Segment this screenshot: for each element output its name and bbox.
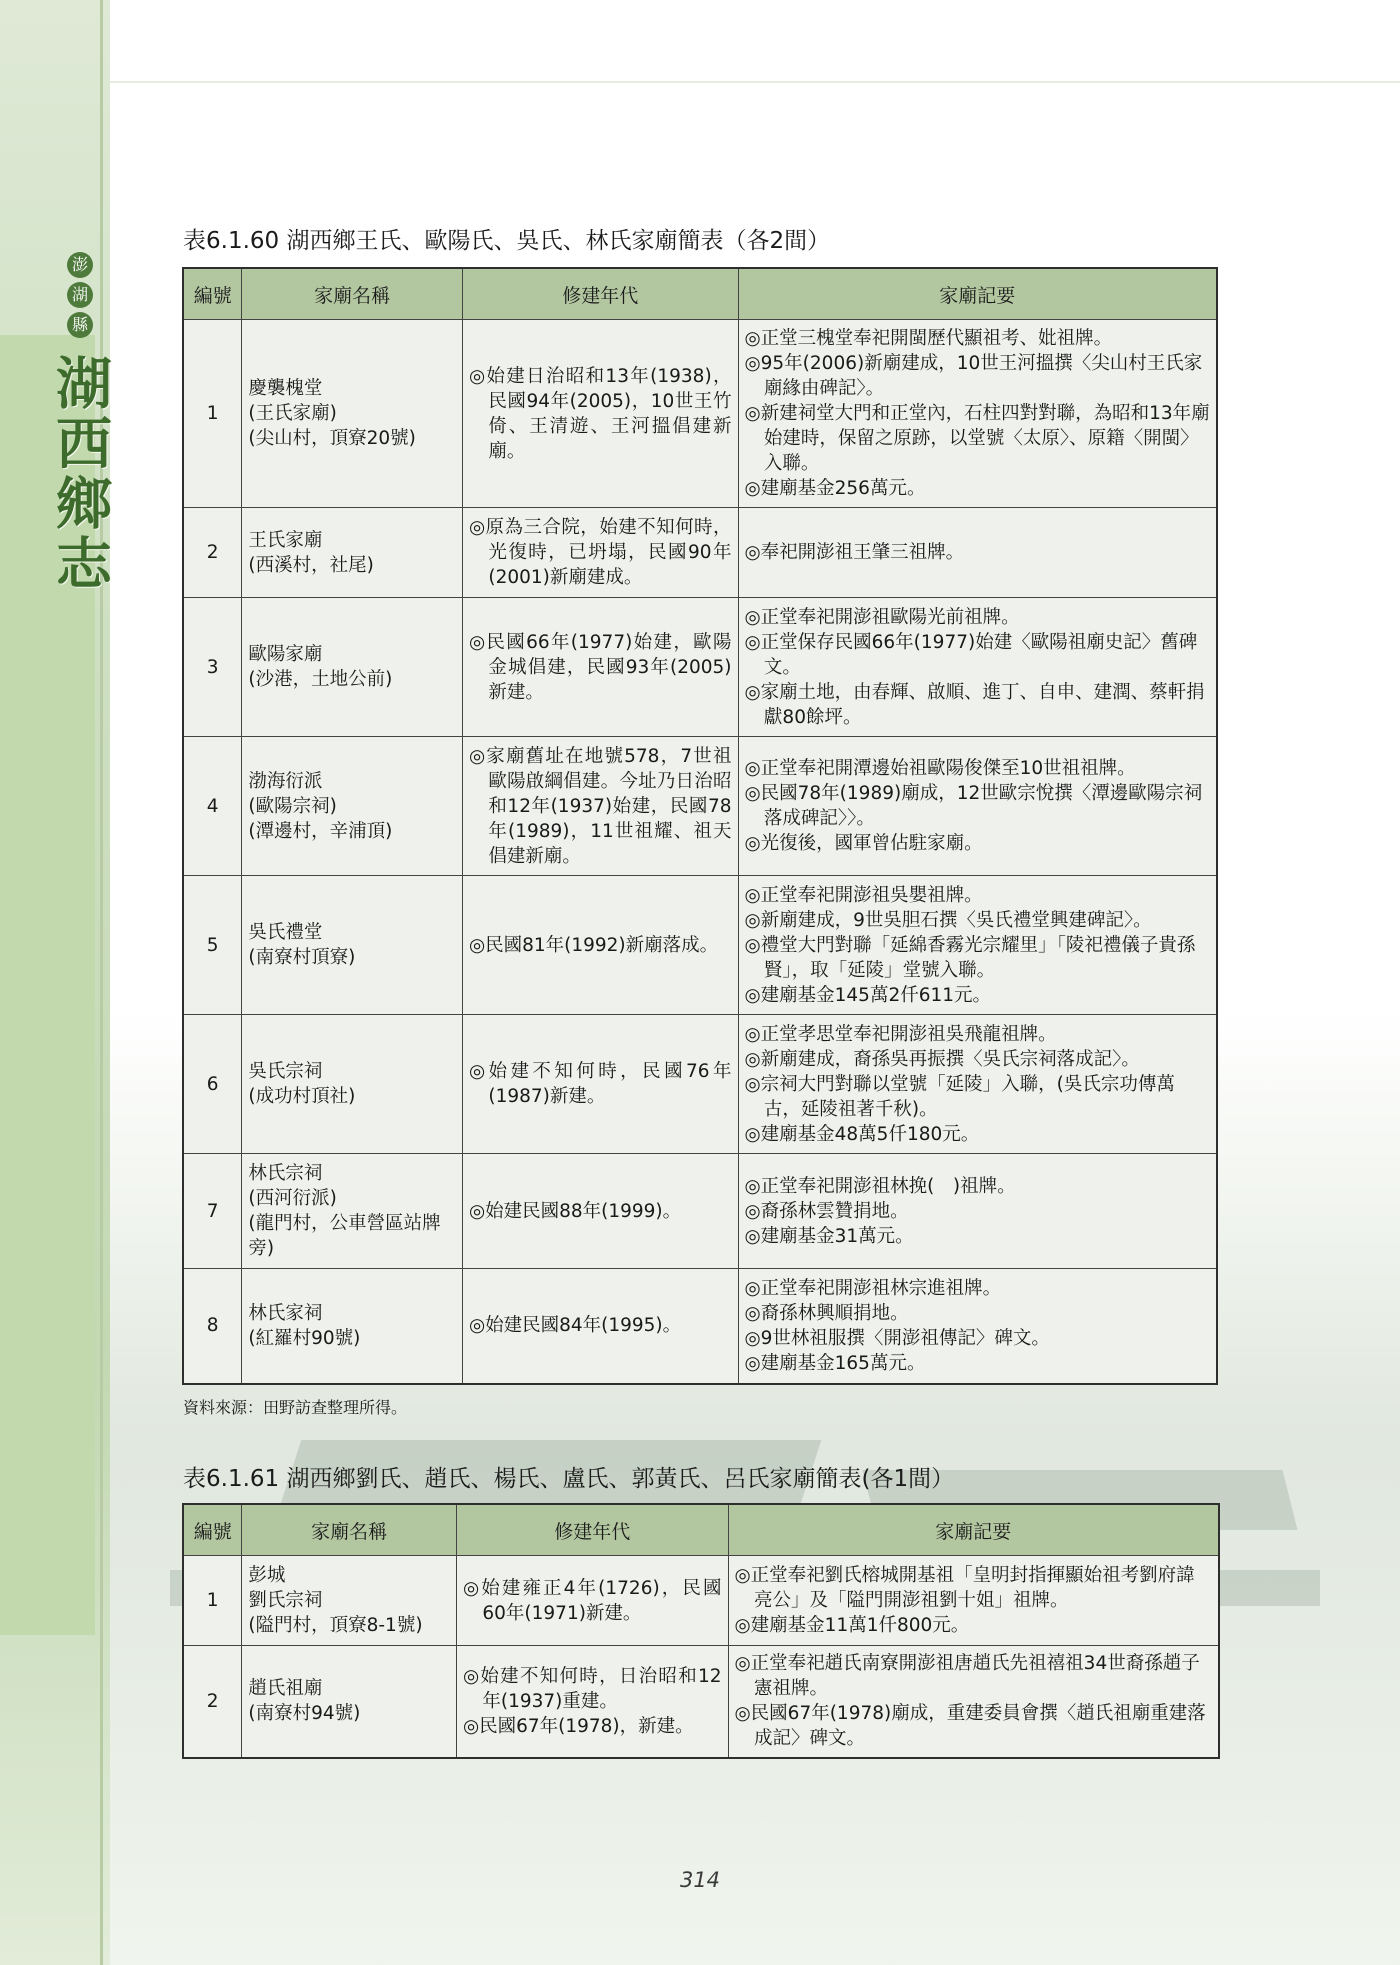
row-number: 4 <box>183 737 242 876</box>
build-era-line: ◎始建不知何時，日治昭和12年(1937)重建。 <box>462 1665 722 1712</box>
temple-notes-line: ◎民國78年(1989)廟成，12世歐宗悅撰〈潭邊歐陽宗祠落成碑記〉〉。 <box>744 783 1203 829</box>
temple-name-line: (西溪村，社尾) <box>248 554 374 576</box>
temple-name-cell <box>242 1154 463 1269</box>
temple-notes-line: ◎裔孫林興順捐地。 <box>744 1302 909 1324</box>
temple-notes-cell <box>738 876 1217 1015</box>
table-row <box>183 320 1217 508</box>
build-era-cell <box>462 598 738 737</box>
row-number: 2 <box>183 508 242 598</box>
build-era-cell <box>462 320 738 508</box>
temple-notes-line: ◎光復後，國軍曾佔駐家廟。 <box>744 833 983 854</box>
table-row <box>183 876 1217 1015</box>
header-build-era: 修建年代 <box>462 268 738 320</box>
temple-name-cell <box>242 320 463 508</box>
county-char: 縣 <box>67 312 93 338</box>
temple-notes-line: ◎建廟基金11萬1仟800元。 <box>734 1615 970 1636</box>
temple-name-line: (沙港，土地公前) <box>248 669 393 690</box>
temple-notes-line: ◎建廟基金165萬元。 <box>744 1352 926 1374</box>
temple-name-line: 渤海衍派 <box>248 770 323 792</box>
temple-name-line: (潭邊村，辛浦頂) <box>248 820 393 842</box>
temple-name-line: 歐陽家廟 <box>248 644 323 665</box>
temple-name-cell <box>242 1269 463 1384</box>
build-era-line: ◎始建日治昭和13年(1938)，民國94年(2005)，10世王竹倚、王清遊、王河搵倡建新廟。 <box>468 365 732 462</box>
temple-name-cell <box>242 508 463 598</box>
header-notes: 家廟記要 <box>738 268 1217 320</box>
temple-name-line: (南寮村94號) <box>248 1703 361 1725</box>
row-number: 7 <box>183 1154 242 1269</box>
temple-notes-line: ◎裔孫林雲贊捐地。 <box>744 1200 909 1222</box>
temple-notes-line: ◎家廟土地，由春輝、啟順、進丁、自申、建潤、蔡軒捐獻80餘坪。 <box>744 681 1205 728</box>
temple-name-line: 彭城 <box>248 1565 286 1586</box>
temple-name-cell <box>242 1556 457 1646</box>
build-era-cell <box>456 1556 728 1646</box>
temple-notes-line: ◎宗祠大門對聯以堂號「延陵」入聯，(吳氏宗功傳萬古，延陵祖著千秋)。 <box>744 1073 1175 1120</box>
table-row <box>183 508 1217 598</box>
temple-name-cell <box>242 876 463 1015</box>
build-era-line: ◎始建雍正4年(1726)，民國60年(1971)新建。 <box>462 1577 722 1624</box>
header-number: 編號 <box>183 1504 242 1556</box>
temple-notes-line: ◎正堂奉祀開澎祖歐陽光前祖牌。 <box>744 606 1020 628</box>
row-number: 2 <box>183 1646 242 1758</box>
header-number: 編號 <box>183 268 242 320</box>
temple-notes-line: ◎新廟建成，9世吳胆石撰〈吳氏禮堂興建碑記〉。 <box>744 909 1152 931</box>
temple-notes-line: ◎新建祠堂大門和正堂內，石柱四對對聯，為昭和13年廟始建時，保留之原跡，以堂號〈太原〉、原籍〈開閩〉入聯。 <box>744 403 1210 474</box>
build-era-line: ◎民國66年(1977)始建，歐陽金城倡建，民國93年(2005)新建。 <box>468 631 732 703</box>
temple-notes-cell <box>738 1015 1217 1154</box>
temple-name-line: (隘門村，頂寮8-1號) <box>248 1615 423 1636</box>
row-number: 1 <box>183 320 242 508</box>
temple-notes-line: ◎建廟基金145萬2仟611元。 <box>744 984 992 1006</box>
temple-notes-line: ◎正堂奉祀開潭邊始祖歐陽俊傑至10世祖祖牌。 <box>744 758 1136 779</box>
temple-name-line: 慶襲槐堂 <box>248 378 323 399</box>
temple-name-line: 趙氏祖廟 <box>248 1678 323 1700</box>
temple-notes-cell <box>738 1154 1217 1269</box>
temple-name-line: 林氏家祠 <box>248 1302 323 1324</box>
temple-notes-line: ◎正堂三槐堂奉祀開閩歷代顯祖考、妣祖牌。 <box>744 328 1113 349</box>
header-notes: 家廟記要 <box>728 1504 1219 1556</box>
temple-name-line: 王氏家廟 <box>248 529 323 551</box>
temple-notes-line: ◎正堂奉祀開澎祖林宗進祖牌。 <box>744 1277 1002 1299</box>
temple-name-line: 吳氏宗祠 <box>248 1061 323 1082</box>
temple-notes-cell <box>738 508 1217 598</box>
table-row <box>183 1646 1219 1758</box>
temple-name-line: 林氏宗祠 <box>248 1163 323 1184</box>
temple-name-line: 劉氏宗祠 <box>248 1590 323 1611</box>
temple-notes-line: ◎建廟基金48萬5仟180元。 <box>744 1123 980 1145</box>
temple-name-line: (成功村頂社) <box>248 1086 356 1107</box>
build-era-cell <box>462 1269 738 1384</box>
temple-name-cell <box>242 598 463 737</box>
row-number: 6 <box>183 1015 242 1154</box>
temple-notes-line: ◎9世林祖服撰〈開澎祖傳記〉碑文。 <box>744 1327 1050 1349</box>
temple-notes-line: ◎正堂奉祀開澎祖林挽( )祖牌。 <box>744 1175 1016 1197</box>
temple-notes-line: ◎民國67年(1978)廟成，重建委員會撰〈趙氏祖廟重建落成記〉碑文。 <box>734 1703 1206 1750</box>
build-era-line: ◎家廟舊址在地號578，7世祖歐陽啟綱倡建。今址乃日治昭和12年(1937)始建，民國78年(1989)，11世祖耀、祖天倡建新廟。 <box>468 745 732 867</box>
temple-name-cell <box>242 737 463 876</box>
build-era-cell <box>462 1015 738 1154</box>
temple-notes-line: ◎正堂奉祀開澎祖吳嬰祖牌。 <box>744 884 983 906</box>
temple-notes-cell <box>738 320 1217 508</box>
town-title: 湖西鄉志 <box>47 354 113 594</box>
row-number: 5 <box>183 876 242 1015</box>
temple-name-line: (尖山村，頂寮20號) <box>248 428 416 449</box>
temple-name-line: (王氏家廟) <box>248 403 337 424</box>
source-note: 資料來源：田野訪查整理所得。 <box>183 1398 408 1417</box>
table-row <box>183 1154 1217 1269</box>
temple-notes-line: ◎禮堂大門對聯「延綿香霧光宗耀里」「陵祀禮儀子貴孫賢」，取「延陵」堂號入聯。 <box>744 934 1196 981</box>
table1-header-row <box>183 268 1217 320</box>
build-era-cell <box>456 1646 728 1758</box>
build-era-line: ◎始建不知何時，民國76年(1987)新建。 <box>468 1061 732 1107</box>
build-era-cell <box>462 737 738 876</box>
build-era-line: ◎原為三合院，始建不知何時，光復時，已坍塌，民國90年(2001)新廟建成。 <box>468 517 732 588</box>
build-era-line: ◎始建民國88年(1999)。 <box>468 1200 682 1222</box>
table2-header-row <box>183 1504 1219 1556</box>
temple-name-line: (南寮村頂寮) <box>248 947 356 968</box>
temple-notes-line: ◎正堂保存民國66年(1977)始建〈歐陽祖廟史記〉舊碑文。 <box>744 631 1198 678</box>
temple-notes-cell <box>738 737 1217 876</box>
temple-notes-cell <box>738 598 1217 737</box>
build-era-cell <box>462 1154 738 1269</box>
table1-caption: 表6.1.60 湖西鄉王氏、歐陽氏、吳氏、林氏家廟簡表（各2間） <box>183 228 831 254</box>
header-build-era: 修建年代 <box>456 1504 728 1556</box>
build-era-cell <box>462 876 738 1015</box>
build-era-line: ◎民國81年(1992)新廟落成。 <box>468 934 719 956</box>
row-number: 1 <box>183 1556 242 1646</box>
temple-name-cell <box>242 1646 457 1758</box>
temple-name-line: (歐陽宗祠) <box>248 795 337 817</box>
row-number: 3 <box>183 598 242 737</box>
table2-caption: 表6.1.61 湖西鄉劉氏、趙氏、楊氏、盧氏、郭黃氏、呂氏家廟簡表(各1間） <box>183 1466 955 1492</box>
temple-notes-line: ◎建廟基金256萬元。 <box>744 478 926 499</box>
temple-notes-line: ◎奉祀開澎祖王肇三祖牌。 <box>744 542 965 563</box>
temple-name-line: (龍門村，公車營區站牌旁) <box>248 1213 441 1259</box>
temple-name-cell <box>242 1015 463 1154</box>
build-era-line: ◎始建民國84年(1995)。 <box>468 1315 682 1337</box>
temple-notes-line: ◎正堂孝思堂奉祀開澎祖吳飛龍祖牌。 <box>744 1023 1057 1045</box>
temple-notes-line: ◎正堂奉祀劉氏榕城開基祖「皇明封指揮顯始祖考劉府諱亮公」及「隘門開澎祖劉十姐」祖牌。 <box>734 1565 1195 1611</box>
table-row <box>183 1015 1217 1154</box>
temple-notes-cell <box>728 1646 1219 1758</box>
table-row <box>183 1556 1219 1646</box>
temple-notes-cell <box>728 1556 1219 1646</box>
row-number: 8 <box>183 1269 242 1384</box>
page-number: 314 <box>679 1868 721 1892</box>
header-temple-name: 家廟名稱 <box>242 1504 457 1556</box>
temple-notes-line: ◎正堂奉祀趙氏南寮開澎祖唐趙氏先祖禧祖34世裔孫趙子憲祖牌。 <box>734 1653 1200 1700</box>
temple-notes-line: ◎新廟建成，裔孫吳再振撰〈吳氏宗祠落成記〉。 <box>744 1048 1140 1070</box>
temple-notes-cell <box>738 1269 1217 1384</box>
temple-name-line: 吳氏禮堂 <box>248 922 323 943</box>
table-row <box>183 737 1217 876</box>
build-era-line: ◎民國67年(1978)，新建。 <box>462 1715 694 1737</box>
build-era-cell <box>462 508 738 598</box>
table1 <box>182 267 1218 1385</box>
county-char: 澎 <box>67 252 93 278</box>
header-temple-name: 家廟名稱 <box>242 268 463 320</box>
temple-name-line: (西河衍派) <box>248 1188 337 1209</box>
temple-notes-line: ◎95年(2006)新廟建成，10世王河搵撰〈尖山村王氏家廟緣由碑記〉。 <box>744 353 1203 399</box>
temple-notes-line: ◎建廟基金31萬元。 <box>744 1225 914 1247</box>
table-row <box>183 1269 1217 1384</box>
county-char: 湖 <box>67 282 93 308</box>
table2 <box>182 1503 1220 1759</box>
table-row <box>183 598 1217 737</box>
temple-name-line: (紅羅村90號) <box>248 1327 361 1349</box>
